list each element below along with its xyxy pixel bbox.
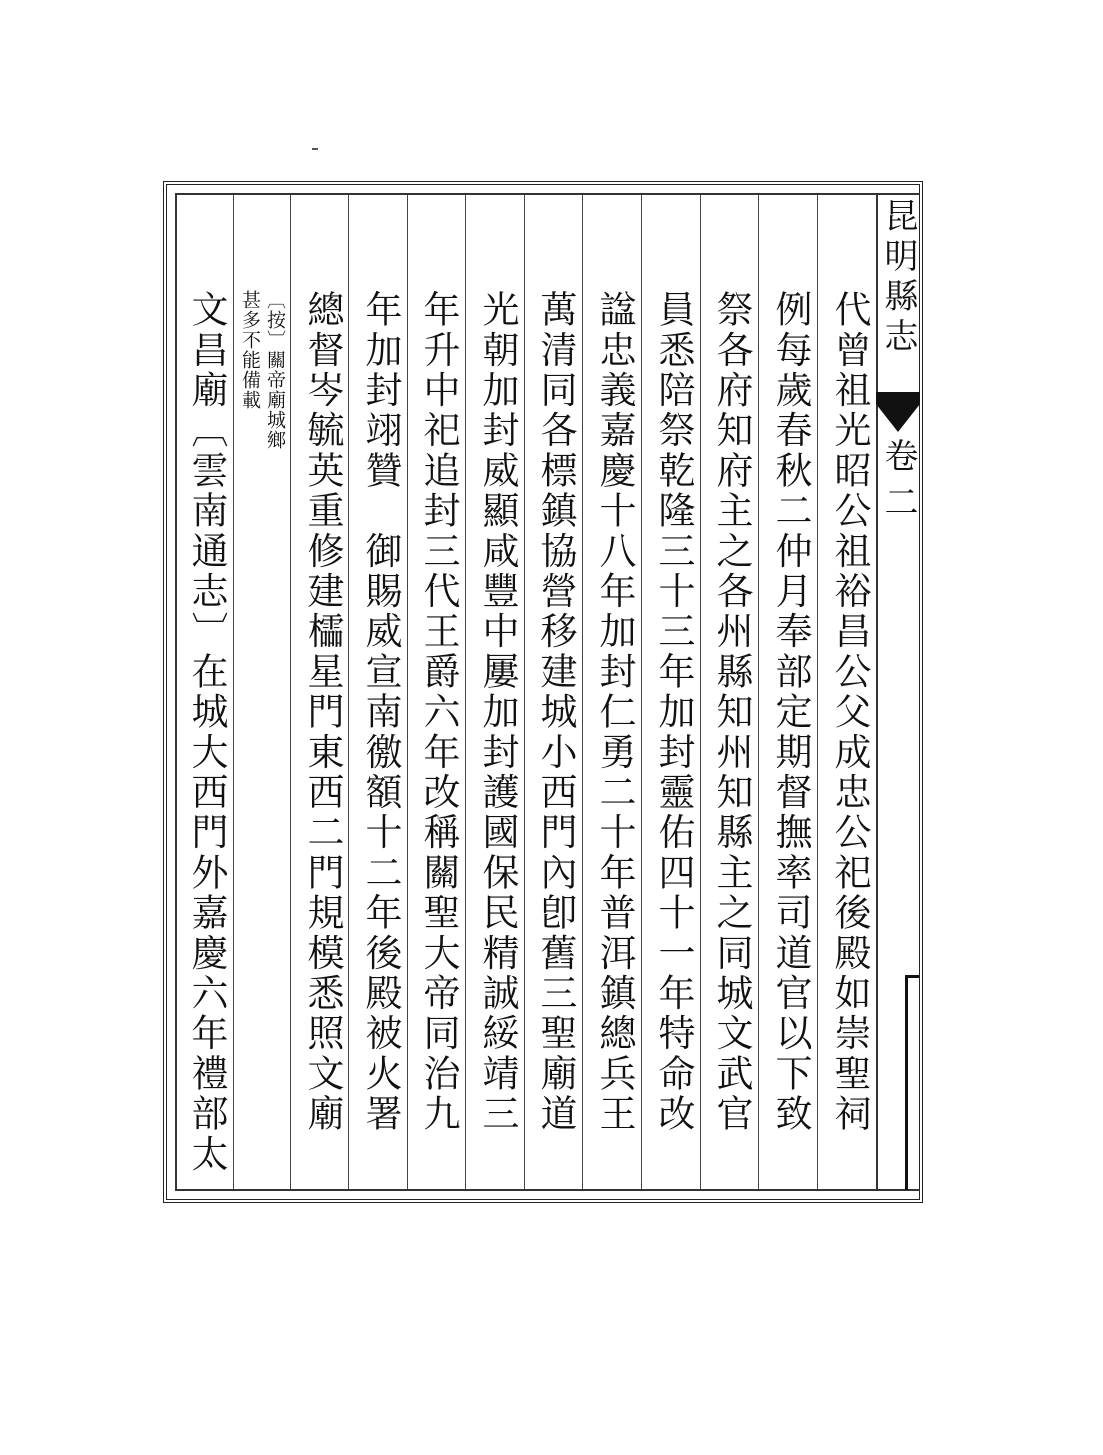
column-rule	[524, 195, 525, 1189]
text-column-6: 萬清同各標鎮協營移建城小西門內卽舊三聖廟道	[534, 290, 577, 1135]
column-rule	[407, 195, 408, 1189]
text-column-2: 例每歲春秋二仲月奉部定期督撫率司道官以下致	[769, 290, 812, 1135]
column-rule	[348, 195, 349, 1189]
annotation-line-2: 甚多不能備載	[239, 290, 261, 410]
text-column-7: 光朝加封威顯咸豐中屢加封護國保民精誠綏靖三	[476, 290, 519, 1135]
text-column-last: 文昌廟〔雲南通志〕在城大西門外嘉慶六年禮部太	[185, 290, 228, 1175]
text-column-10: 總督岑毓英重修建櫺星門東西二門規模悉照文廟	[301, 290, 344, 1135]
column-rule	[233, 195, 234, 1189]
margin-bracket-icon	[905, 975, 919, 1190]
text-column-9: 年加封翊贊 御賜威宣南徼額十二年後殿被火署	[359, 290, 402, 1135]
scan-speck	[312, 148, 318, 150]
column-rule	[290, 195, 291, 1189]
text-column-4: 員悉陪祭乾隆三十三年加封靈佑四十一年特命改	[652, 290, 695, 1135]
column-rule	[758, 195, 759, 1189]
column-rule	[582, 195, 583, 1189]
column-rule	[465, 195, 466, 1189]
volume-label: 卷二	[878, 438, 918, 530]
book-title: 昆明縣志	[878, 198, 918, 358]
annotation-line-1: 〔按〕關帝廟城鄉	[264, 290, 286, 450]
text-column-1: 代曾祖光昭公祖裕昌公父成忠公祀後殿如崇聖祠	[828, 290, 871, 1135]
text-column-8: 年升中祀追封三代王爵六年改稱關聖大帝同治九	[417, 290, 460, 1135]
text-column-3: 祭各府知府主之各州縣知州知縣主之同城文武官	[710, 290, 753, 1135]
column-rule	[817, 195, 818, 1189]
column-rule	[641, 195, 642, 1189]
text-column-5: 諡忠義嘉慶十八年加封仁勇二十年普洱鎮總兵王	[593, 290, 636, 1135]
column-rule	[700, 195, 701, 1189]
